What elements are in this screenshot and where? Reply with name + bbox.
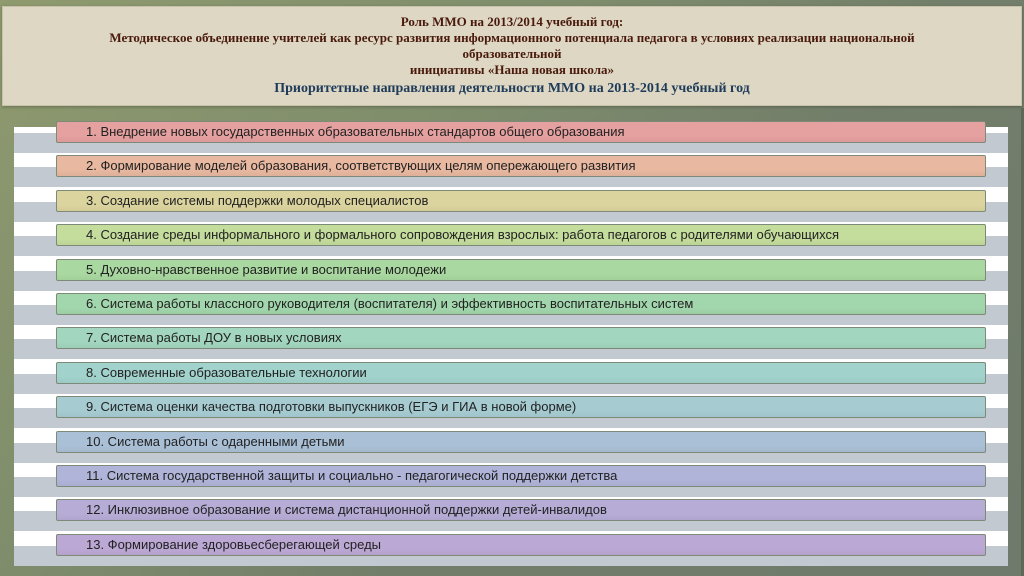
list-item: 10. Система работы с одаренными детьми: [56, 431, 986, 453]
list-item: 1. Внедрение новых государственных образовательных стандартов общего образования: [56, 121, 986, 143]
list-item: 5. Духовно-нравственное развитие и воспитание молодежи: [56, 259, 986, 281]
list-item: 4. Создание среды информального и формального сопровождения взрослых: работа педагогов с родителями обучающихся: [56, 224, 986, 246]
list-item: 8. Современные образовательные технологии: [56, 362, 986, 384]
slide-header: [2, 6, 1022, 106]
header-line-2: Методическое объединение учителей как ресурс развития информационного потенциала педагога в условиях реализации национальной: [109, 30, 915, 45]
list-item: 9. Система оценки качества подготовки выпускников (ЕГЭ и ГИА в новой форме): [56, 396, 986, 418]
list-item: 2. Формирование моделей образования, соответствующих целям опережающего развития: [56, 155, 986, 177]
list-item: 12. Инклюзивное образование и система дистанционной поддержки детей-инвалидов: [56, 499, 986, 521]
header-line-1: Роль ММО на 2013/2014 учебный год:: [400, 14, 624, 29]
list-item: 11. Система государственной защиты и социально - педагогической поддержки детства: [56, 465, 986, 487]
header-line-4: инициативы «Наша новая школа»: [409, 62, 615, 77]
list-item: 6. Система работы классного руководителя (воспитателя) и эффективность воспитательных систем: [56, 293, 986, 315]
header-line-3: образовательной: [462, 46, 562, 61]
header-subtitle: Приоритетные направления деятельности ММО на 2013-2014 учебный год: [274, 81, 750, 96]
priority-list: [14, 124, 1008, 557]
list-item: 7. Система работы ДОУ в новых условиях: [56, 327, 986, 349]
list-item: 3. Создание системы поддержки молодых специалистов: [56, 190, 986, 212]
list-item: 13. Формирование здоровьесберегающей среды: [56, 534, 986, 556]
